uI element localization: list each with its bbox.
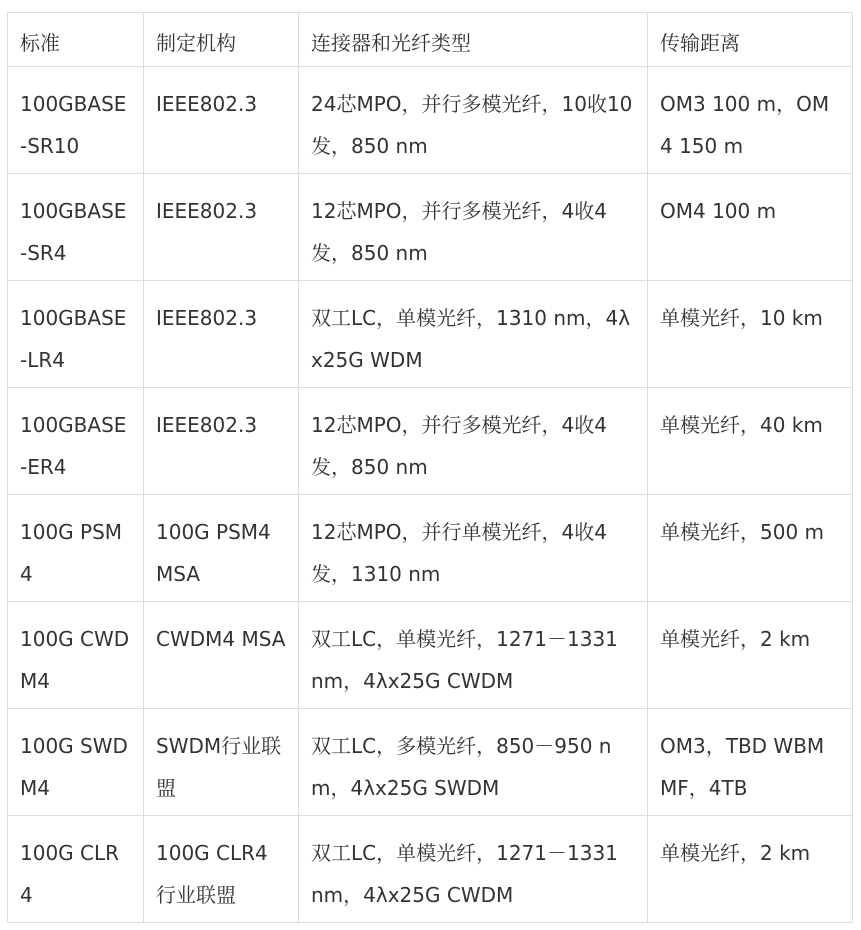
- table-row: [8, 495, 853, 602]
- table-cell: OM4 100 m: [648, 174, 853, 281]
- table-cell: IEEE802.3: [144, 174, 299, 281]
- table-cell: 单模光纤，2 km: [648, 602, 853, 709]
- table-cell: 100G PSM4: [8, 495, 144, 602]
- header-cell: 连接器和光纤类型: [299, 13, 648, 67]
- header-cell: 标准: [8, 13, 144, 67]
- table-cell: OM3 100 m，OM4 150 m: [648, 67, 853, 174]
- header-cell: 制定机构: [144, 13, 299, 67]
- table-cell: 单模光纤，500 m: [648, 495, 853, 602]
- table-cell: IEEE802.3: [144, 388, 299, 495]
- table-header-row: [8, 13, 853, 67]
- table-row: [8, 816, 853, 923]
- table-cell: 双工LC，单模光纤，1271－1331 nm，4λx25G CWDM: [299, 816, 648, 923]
- table-cell: OM3，TBD WBMMF，4TB: [648, 709, 853, 816]
- table-cell: 单模光纤，10 km: [648, 281, 853, 388]
- table-row: [8, 281, 853, 388]
- table-cell: 100GBASE-SR4: [8, 174, 144, 281]
- table-cell: 24芯MPO，并行多模光纤，10收10发，850 nm: [299, 67, 648, 174]
- standards-table: [7, 12, 853, 923]
- table-row: [8, 388, 853, 495]
- table-cell: 100GBASE-LR4: [8, 281, 144, 388]
- table-cell: 12芯MPO，并行单模光纤，4收4发，1310 nm: [299, 495, 648, 602]
- table-cell: 100G CLR4行业联盟: [144, 816, 299, 923]
- table-row: [8, 67, 853, 174]
- table-cell: 单模光纤，2 km: [648, 816, 853, 923]
- table-cell: 100G CWDM4: [8, 602, 144, 709]
- table-row: [8, 174, 853, 281]
- table-cell: 双工LC，多模光纤，850－950 nm，4λx25G SWDM: [299, 709, 648, 816]
- table-cell: 单模光纤，40 km: [648, 388, 853, 495]
- table-cell: 100GBASE-SR10: [8, 67, 144, 174]
- table-cell: SWDM行业联盟: [144, 709, 299, 816]
- table-cell: 双工LC，单模光纤，1310 nm，4λx25G WDM: [299, 281, 648, 388]
- table-cell: IEEE802.3: [144, 281, 299, 388]
- table-cell: 100G SWDM4: [8, 709, 144, 816]
- table-cell: 12芯MPO，并行多模光纤，4收4发，850 nm: [299, 388, 648, 495]
- table-row: [8, 602, 853, 709]
- table-cell: CWDM4 MSA: [144, 602, 299, 709]
- table-cell: 12芯MPO，并行多模光纤，4收4发，850 nm: [299, 174, 648, 281]
- header-cell: 传输距离: [648, 13, 853, 67]
- table-cell: 双工LC，单模光纤，1271－1331 nm，4λx25G CWDM: [299, 602, 648, 709]
- table-cell: 100G PSM4 MSA: [144, 495, 299, 602]
- table-cell: IEEE802.3: [144, 67, 299, 174]
- table-row: [8, 709, 853, 816]
- table-cell: 100G CLR4: [8, 816, 144, 923]
- table-cell: 100GBASE-ER4: [8, 388, 144, 495]
